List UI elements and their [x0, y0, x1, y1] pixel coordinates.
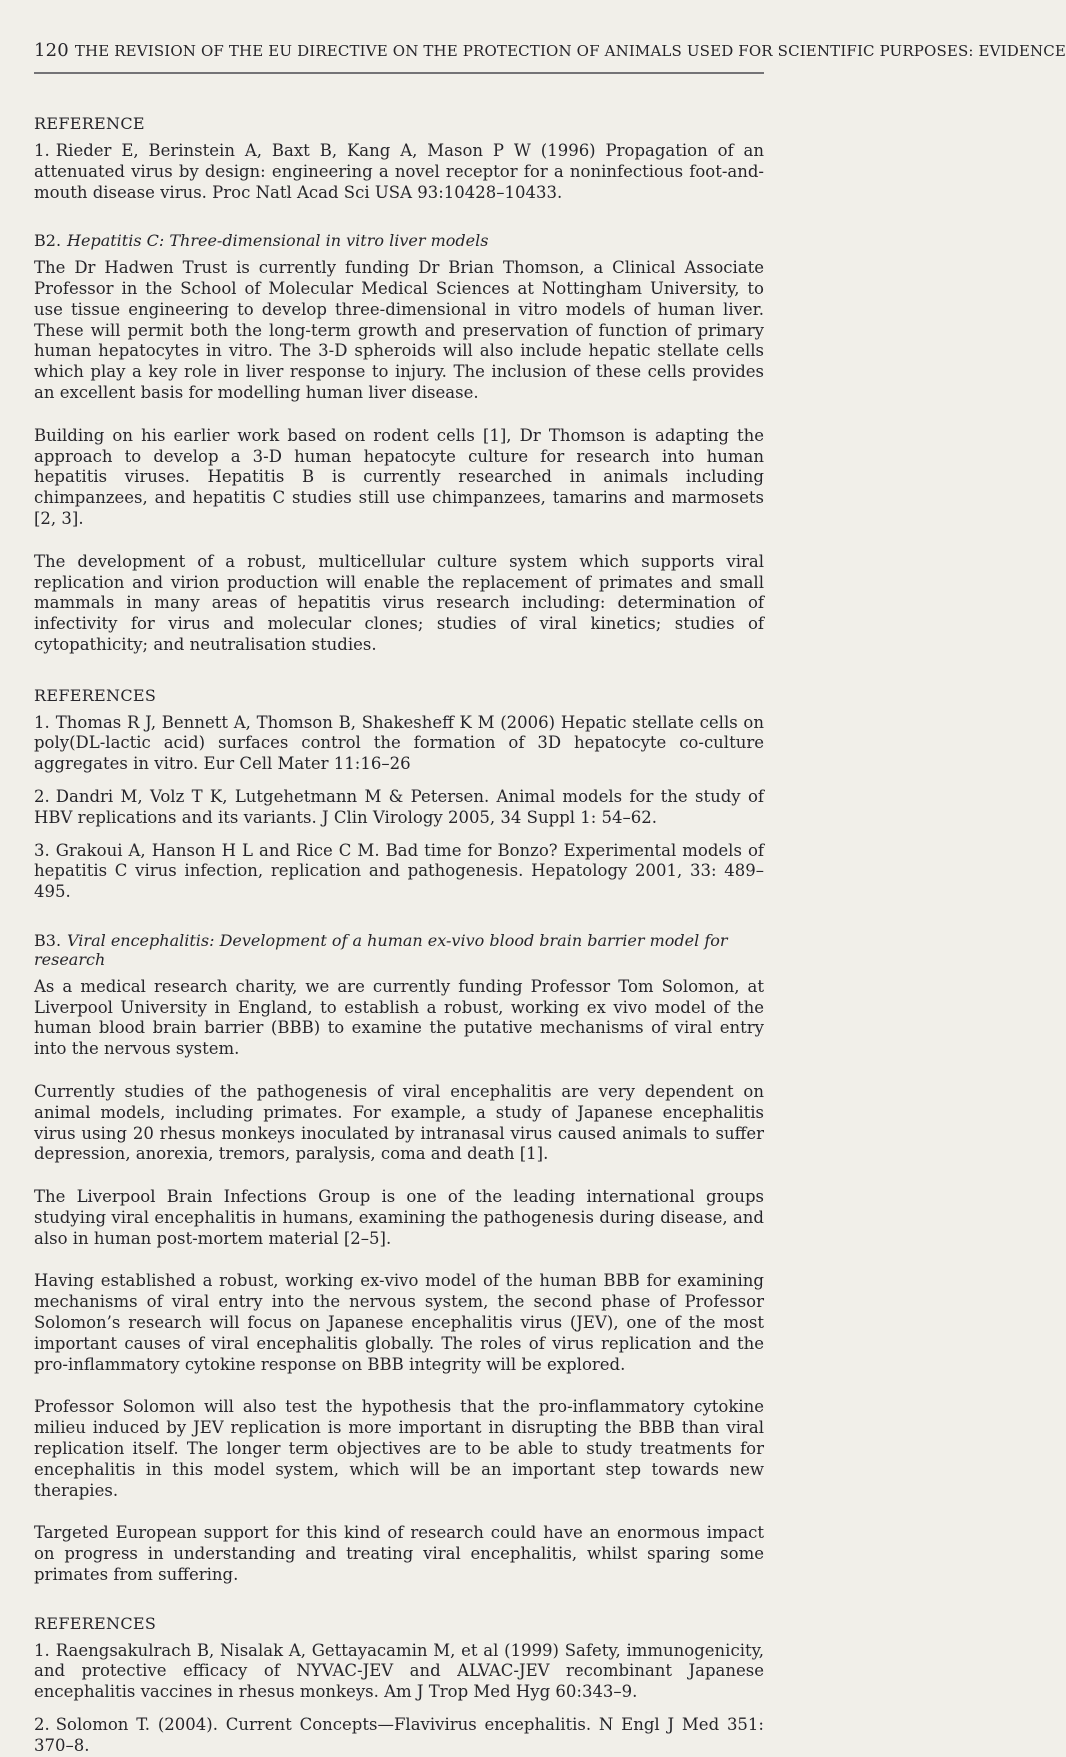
page-number: 120 — [34, 40, 69, 61]
section-b3-paragraph: Targeted European support for this kind of research could have an enormous impact on progress in understanding and treating viral encephalitis, whilst sparing some primates from suffering. — [34, 1523, 764, 1584]
reference-item: 2. Dandri M, Volz T K, Lutgehetmann M & Petersen. Animal models for the study of HBV replications and its variants. J Clin Virology 2005, 34 Suppl 1: 54–62. — [34, 786, 764, 827]
section-b2-paragraph: Building on his earlier work based on rodent cells [1], Dr Thomson is adapting the approach to develop a 3-D human hepatocyte culture for research into human hepatitis viruses. Hepatitis B is currently researched in animals including chimpanzees, and hepatitis C studies still use chimpanzees, tamarins and marmosets [2, 3]. — [34, 425, 764, 528]
section-b2-references-heading: REFERENCES — [34, 685, 157, 705]
section-b3-paragraph: Professor Solomon will also test the hypothesis that the pro-inflammatory cytokine milieu induced by JEV replication is more important in disrupting the BBB than viral replication itself. The longer term objectives are to be able to study treatments for encephalitis in this model system, which will be an important step towards new therapies. — [34, 1397, 764, 1500]
header-rule — [34, 72, 764, 74]
section-b3-paragraph: Having established a robust, working ex-vivo model of the human BBB for examining mechanisms of viral entry into the nervous system, the second phase of Professor Solomon’s research will focus on Japanese encephalitis virus (JEV), one of the most important causes of viral encephalitis globally. The roles of virus replication and the pro-inflammatory cytokine response on BBB integrity will be explored. — [34, 1271, 764, 1374]
section-b3-paragraph: Currently studies of the pathogenesis of viral encephalitis are very dependent on animal models, including primates. For example, a study of Japanese encephalitis virus using 20 rhesus monkeys inoculated by intranasal virus caused animals to suffer depression, anorexia, tremors, paralysis, coma and death [1]. — [34, 1082, 764, 1164]
reference-item: 3. Grakoui A, Hanson H L and Rice C M. Bad time for Bonzo? Experimental models of hepatitis C virus infection, replication and pathogenesis. Hepatology 2001, 33: 489–495. — [34, 840, 764, 902]
running-title: THE REVISION OF THE EU DIRECTIVE ON THE PROTECTION OF ANIMALS USED FOR SCIENTIFIC PURPOSES: EVIDENCE — [74, 42, 1066, 60]
section-b2-title: B2. Hepatitis C: Three-dimensional in vitro liver models — [34, 231, 489, 251]
running-header — [34, 40, 1066, 61]
section-b3-references-heading: REFERENCES — [34, 1613, 157, 1633]
section-b3-paragraph: As a medical research charity, we are currently funding Professor Tom Solomon, at Liverpool University in England, to establish a robust, working ex vivo model of the human blood brain barrier (BBB) to examine the putative mechanisms of viral entry into the nervous system. — [34, 976, 764, 1059]
reference-item: 1. Thomas R J, Bennett A, Thomson B, Shakesheff K M (2006) Hepatic stellate cells on poly(DL-lactic acid) surfaces control the formation of 3D hepatocyte co-culture aggregates in vitro. Eur Cell Mater 11:16–26 — [34, 712, 764, 774]
section-b3-title: B3. Viral encephalitis: Development of a human ex-vivo blood brain barrier model for research — [34, 930, 728, 969]
reference-item: 2. Solomon T. (2004). Current Concepts—Flavivirus encephalitis. N Engl J Med 351: 370–8. — [34, 1714, 764, 1755]
reference-item: 1. Rieder E, Berinstein A, Baxt B, Kang A, Mason P W (1996) Propagation of an attenuated virus by design: engineering a novel receptor for a noninfectious foot-and-mouth disease virus. Proc Natl Acad Sci USA 93:10428–10433. — [34, 141, 764, 202]
section-b3-paragraph: The Liverpool Brain Infections Group is one of the leading international groups studying viral encephalitis in humans, examining the pathogenesis during disease, and also in human post-mortem material [2–5]. — [34, 1187, 764, 1248]
section-b2-paragraph: The development of a robust, multicellular culture system which supports viral replication and virion production will enable the replacement of primates and small mammals in many areas of hepatitis virus research including: determination of infectivity for virus and molecular clones; studies of viral kinetics; studies of cytopathicity; and neutralisation studies. — [34, 551, 764, 654]
reference-heading: REFERENCE — [34, 114, 145, 133]
reference-item: 1. Raengsakulrach B, Nisalak A, Gettayacamin M, et al (1999) Safety, immunogenicity, and protective efficacy of NYVAC-JEV and ALVAC-JEV recombinant Japanese encephalitis vaccines in rhesus monkeys. Am J Trop Med Hyg 60:343–9. — [34, 1640, 764, 1702]
section-b2-paragraph: The Dr Hadwen Trust is currently funding Dr Brian Thomson, a Clinical Associate Professor in the School of Molecular Medical Sciences at Nottingham University, to use tissue engineering to develop three-dimensional in vitro models of human liver. These will permit both the long-term growth and preservation of function of primary human hepatocytes in vitro. The 3-D spheroids will also include hepatic stellate cells which play a key role in liver response to injury. The inclusion of these cells provides an excellent basis for modelling human liver disease. — [34, 258, 764, 403]
